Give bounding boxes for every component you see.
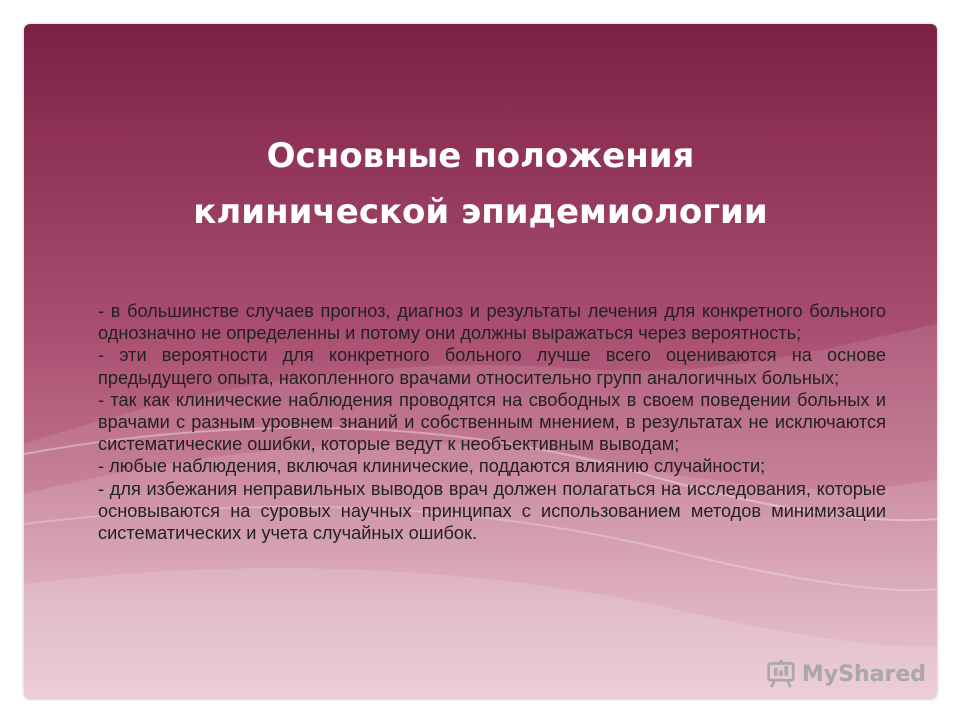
bullet-paragraph: - любые наблюдения, включая клинические, поддаются влиянию случайности; bbox=[98, 456, 766, 477]
myshared-watermark bbox=[766, 656, 926, 692]
slide bbox=[24, 24, 937, 699]
slide-title-line-2: клинической эпидемиологии bbox=[193, 192, 768, 232]
bullet-paragraph: - эти вероятности для конкретного больного лучше всего оцениваются на основе предыдущего опыта, накопленного врачами относительно групп аналогичных больных; bbox=[98, 345, 886, 388]
slide-title-line-1: Основные положения bbox=[266, 136, 695, 176]
bullet-paragraph: - в большинстве случаев прогноз, диагноз и результаты лечения для конкретного больного однозначно не определенны и потому они должны выражаться через вероятность; bbox=[98, 301, 886, 344]
slide-body bbox=[98, 300, 886, 544]
watermark-text: MyShared bbox=[801, 661, 926, 687]
bullet-paragraph: - для избежания неправильных выводов врач должен полагаться на исследования, которые основываются на суровых научных принципах с использованием методов минимизации систематических и учета случайных ошибок. bbox=[98, 478, 886, 544]
presentation-board-icon bbox=[766, 658, 796, 690]
bullet-paragraph: - так как клинические наблюдения проводятся на свободных в своем поведении больных и врачами с разным уровнем знаний и собственным мнением, в результатах не исключаются систематические ошибки, которые ведут к необъективным выводам; bbox=[98, 389, 886, 455]
slide-title bbox=[84, 128, 877, 240]
